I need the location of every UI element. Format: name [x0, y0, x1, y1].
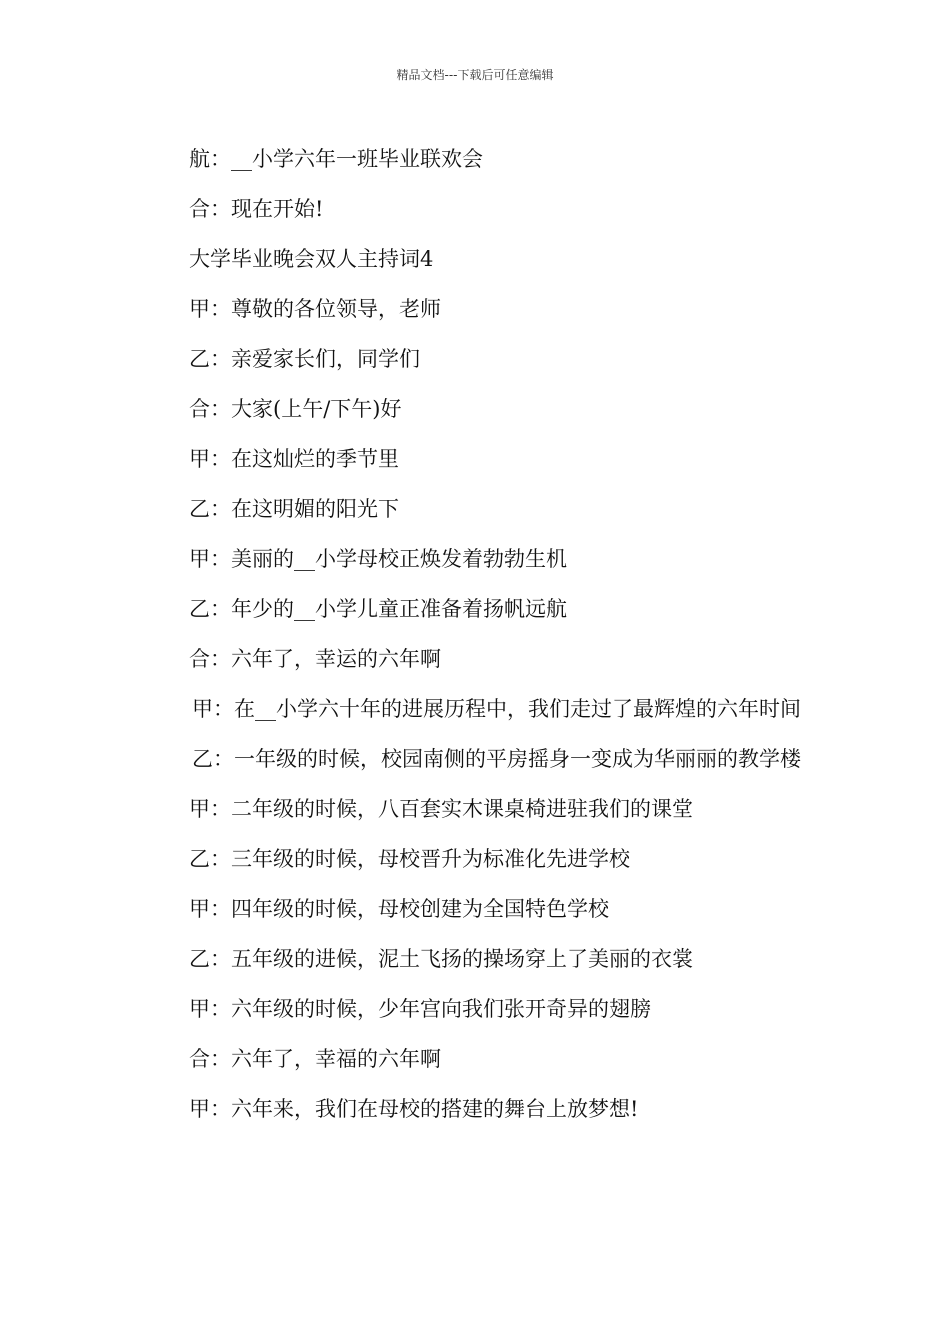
- page-header: 精品文档---下载后可任意编辑: [396, 68, 554, 82]
- document-body: [143, 134, 823, 1134]
- script-line: 乙：在这明媚的阳光下: [189, 497, 399, 521]
- script-line: 甲：二年级的时候，八百套实木课桌椅进驻我们的课堂: [189, 797, 693, 821]
- script-line: 乙：一年级的时候，校园南侧的平房摇身一变成为华丽丽的教学楼: [192, 747, 801, 771]
- script-line: 乙：亲爱家长们，同学们: [189, 347, 420, 371]
- section-title: 大学毕业晚会双人主持词4: [189, 247, 434, 271]
- script-line: 甲：在__小学六十年的进展历程中，我们走过了最辉煌的六年时间: [192, 697, 801, 721]
- script-line: 乙：年少的__小学儿童正准备着扬帆远航: [189, 597, 567, 621]
- script-line: 合：现在开始!: [189, 197, 324, 221]
- script-line: 甲：四年级的时候，母校创建为全国特色学校: [189, 897, 609, 921]
- script-line: 乙：三年级的时候，母校晋升为标准化先进学校: [189, 847, 630, 871]
- script-line: 合：六年了，幸运的六年啊: [189, 647, 441, 671]
- script-line: 乙：五年级的进候，泥土飞扬的操场穿上了美丽的衣裳: [189, 947, 693, 971]
- script-line: 甲：在这灿烂的季节里: [189, 447, 399, 471]
- script-line: 合：六年了，幸福的六年啊: [189, 1047, 441, 1071]
- script-line: 合：大家(上午/下午)好: [189, 397, 402, 421]
- script-line: 甲：美丽的__小学母校正焕发着勃勃生机: [189, 547, 567, 571]
- script-line: 甲：尊敬的各位领导，老师: [189, 297, 441, 321]
- script-line: 甲：六年来，我们在母校的搭建的舞台上放梦想!: [189, 1097, 639, 1121]
- script-line: 航：__小学六年一班毕业联欢会: [189, 147, 483, 171]
- script-line: 甲：六年级的时候，少年宫向我们张开奇异的翅膀: [189, 997, 651, 1021]
